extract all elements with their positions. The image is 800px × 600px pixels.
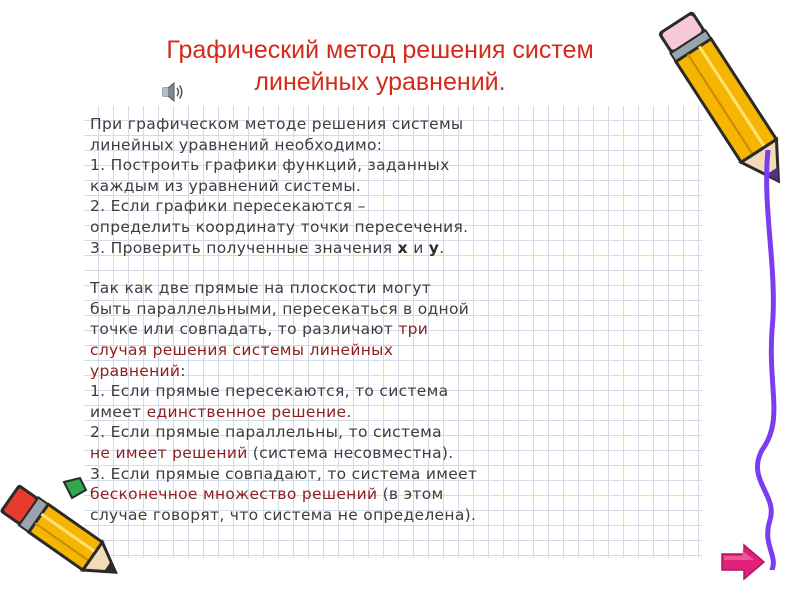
text-line	[90, 484, 702, 505]
paragraph-gap	[90, 258, 702, 278]
pencil-icon	[0, 476, 130, 600]
variable-y: у	[428, 238, 440, 257]
text-line	[90, 402, 702, 423]
highlight-text: уравнений	[90, 361, 181, 380]
text-line: 2. Если прямые параллельны, то система	[90, 423, 442, 442]
method-text	[90, 114, 702, 525]
text-segment: :	[180, 361, 186, 380]
text-line	[90, 238, 702, 259]
text-segment: .	[346, 402, 352, 421]
curly-line-decoration	[732, 150, 800, 570]
text-segment: точке или совпадать, то различают	[90, 320, 399, 339]
text-line: 1. Построить графики функций, заданных	[90, 156, 450, 175]
text-line: Так как две прямые на плоскости могут	[90, 279, 432, 298]
text-line	[90, 443, 702, 464]
text-line	[90, 361, 702, 382]
speaker-icon[interactable]	[160, 80, 186, 104]
text-segment: имеет	[90, 402, 147, 421]
text-segment: .	[439, 238, 445, 257]
highlight-text: три	[398, 320, 429, 339]
title-line-2: линейных уравнений.	[254, 68, 506, 96]
highlight-text: бесконечное множество решений	[90, 485, 378, 504]
variable-x: х	[397, 238, 408, 257]
text-segment: (в этом	[377, 485, 444, 504]
text-segment: (система несовместна).	[247, 443, 454, 462]
text-line: линейных уравнений необходимо:	[90, 135, 383, 154]
highlight-text: единственное решение	[146, 402, 347, 421]
arrow-right-icon[interactable]	[720, 542, 766, 582]
text-line: 2. Если графики пересекаются –	[90, 197, 366, 216]
text-line: При графическом методе решения системы	[90, 115, 464, 133]
text-segment: 3. Проверить полученные значения	[90, 238, 398, 257]
grid-paper-panel	[84, 106, 702, 558]
text-line: быть параллельными, пересекаться в одной	[90, 299, 470, 318]
text-line: 1. Если прямые пересекаются, то система	[90, 382, 449, 401]
text-line: каждым из уравнений системы.	[90, 176, 362, 195]
text-line: определить координату точки пересечения.	[90, 217, 469, 236]
title-line-1: Графический метод решения систем	[166, 36, 594, 64]
highlight-text: не имеет решений	[90, 443, 248, 462]
slide-title	[120, 34, 640, 98]
text-line: случае говорят, что система не определена).	[90, 505, 477, 524]
text-line	[90, 319, 702, 340]
highlight-text: случая решения системы линейных	[90, 340, 394, 359]
text-line: 3. Если прямые совпадают, то система имеет	[90, 464, 478, 483]
text-segment: и	[407, 238, 429, 257]
